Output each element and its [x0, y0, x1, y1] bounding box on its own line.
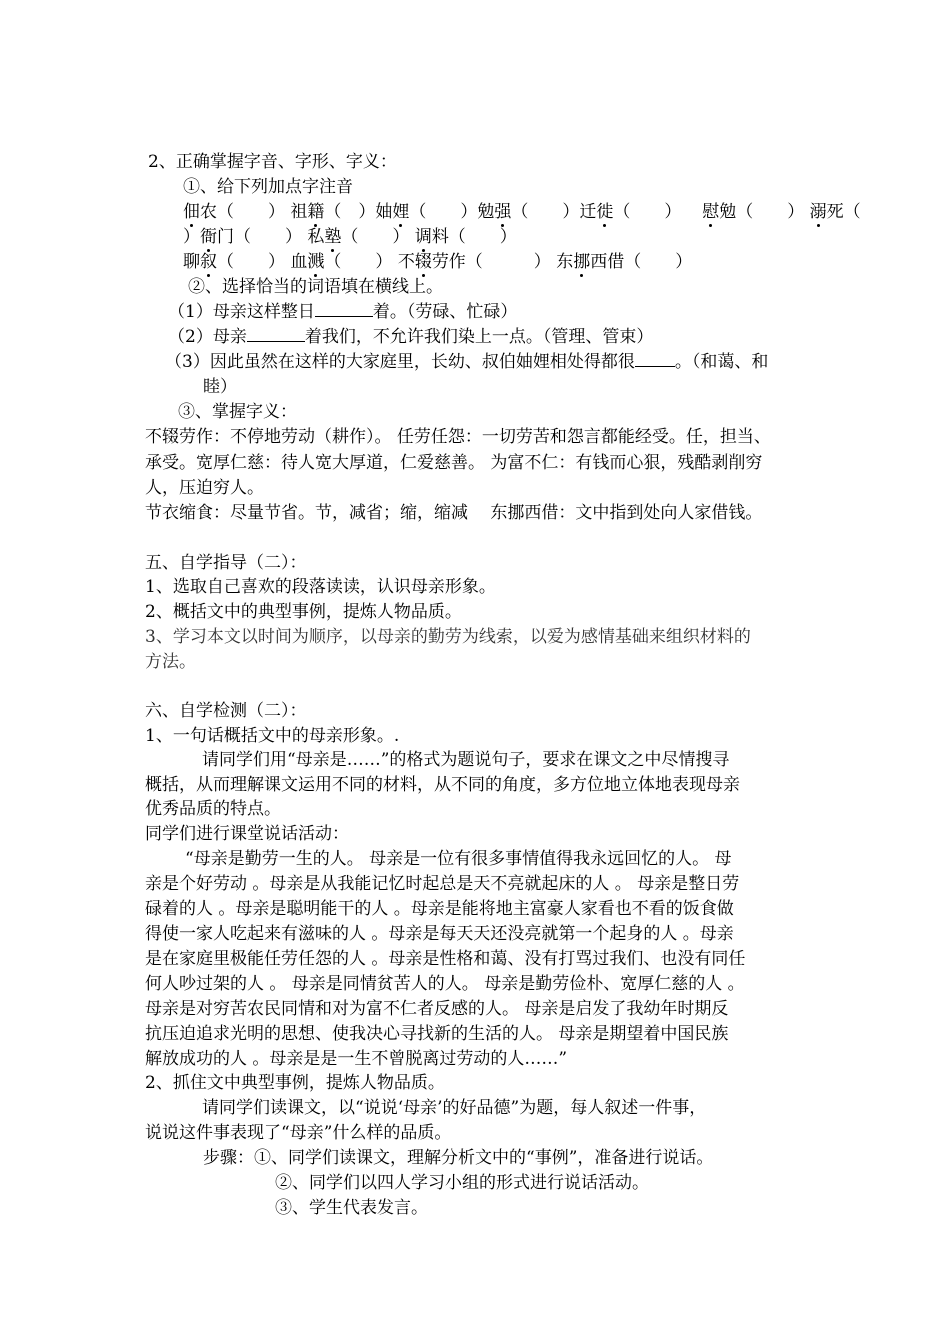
pinyin-item: 溺死（ — [809, 202, 878, 222]
meaning-line: 不辍劳作：不停地劳动（耕作）。 任劳任怨：一切劳苦和怨言都能经受。任，担当、 — [145, 427, 771, 447]
answer-line: 母亲是对穷苦农民同情和对为富不仁者反感的人。 母亲是启发了我幼年时期反 — [145, 999, 729, 1019]
meaning-line: 节衣缩食：尽量节省。节，减省；缩，缩减 东挪西借：文中指到处向人家借钱。 — [145, 503, 763, 523]
answer-line: 得使一家人吃起来有滋味的人 。母亲是每天天还没亮就第一个起身的人 。母亲 — [145, 924, 734, 944]
pinyin-row-1 — [183, 200, 878, 224]
fill-blank — [247, 325, 305, 342]
dotted-char: 佃 — [183, 202, 200, 222]
question-1-instruction: 请同学们用“母亲是……”的格式为题说句子，要求在课文之中尽情搜寻 — [168, 750, 730, 770]
pinyin-item: 聊叙（ ） — [183, 252, 285, 272]
section2-title: 2、正确掌握字音、字形、字义： — [148, 152, 397, 172]
pinyin-item: 祖籍（ ） — [290, 202, 376, 222]
dotted-char: 慰 — [702, 202, 720, 222]
meaning-line: 承受。宽厚仁慈：待人宽大厚道，仁爱慈善。 为富不仁：有钱而心狠，残酷剥削穷 — [145, 453, 763, 473]
meaning-line: 人，压迫穷人。 — [145, 478, 264, 498]
guide-item-3-cont: 方法。 — [145, 652, 196, 672]
dotted-char: 衙 — [200, 227, 217, 247]
fill-question-3: （3）因此虽然在这样的大家庭里，长幼、叔伯妯娌相处得都很 。（和蔼、和 — [165, 352, 769, 372]
question-2-instruction: 请同学们读课文，以“说说‘母亲’的好品德”为题，每人叙述一件事， — [168, 1098, 707, 1118]
guide-item-3: 3、学习本文以时间为顺序，以母亲的勤劳为线索，以爱为感情基础来组织材料的 — [145, 627, 751, 647]
pinyin-item: ）衙门（ ） — [183, 227, 302, 247]
guide-item-1: 1、选取自己喜欢的段落读读，认识母亲形象。 — [145, 577, 496, 597]
pinyin-row-3 — [183, 250, 855, 274]
question-1: 1、一句话概括文中的母亲形象。. — [145, 726, 400, 746]
pinyin-item: 私塾（ ） — [307, 227, 410, 247]
question-2-instruction: 说说这件事表现了“母亲”什么样的品质。 — [145, 1123, 452, 1143]
pinyin-item: 东挪西借（ ） — [556, 252, 693, 272]
pinyin-item: 血溅（ ） — [290, 252, 393, 272]
fill-question-3-cont: 睦） — [203, 377, 237, 397]
pinyin-item: 不辍劳作（ ） — [397, 252, 551, 272]
guide-item-2: 2、概括文中的典型事例，提炼人物品质。 — [145, 602, 462, 622]
dotted-char: 溅 — [307, 252, 325, 272]
sub2-title: ②、选择恰当的词语填在横线上。 — [188, 277, 443, 297]
fill-blank — [635, 350, 675, 367]
step-3: ③、学生代表发言。 — [275, 1198, 428, 1218]
dotted-char: 调 — [414, 227, 432, 247]
pinyin-item: 迁徙（ ） — [579, 202, 682, 222]
dotted-char: 溺 — [809, 202, 827, 222]
pinyin-item: 勉强（ ） — [477, 202, 580, 222]
answer-line: 碌着的人 。母亲是聪明能干的人 。母亲是能将地主富豪人家看也不看的饭食做 — [145, 899, 734, 919]
activity-label: 同学们进行课堂说话活动： — [145, 824, 349, 844]
pinyin-row-2 — [183, 225, 855, 249]
pinyin-item: 调料（ ） — [414, 227, 517, 247]
answer-line: 解放成功的人 。母亲是是一生不曾脱离过劳动的人……” — [145, 1049, 568, 1069]
dotted-char: 娌 — [392, 202, 410, 222]
dotted-char: 徙 — [596, 202, 614, 222]
answer-line: “母亲是勤劳一生的人。 母亲是一位有很多事情值得我永远回忆的人。 母 — [168, 849, 732, 869]
answer-line: 亲是个好劳动 。母亲是从我能记忆时起总是天不亮就起床的人 。 母亲是整日劳 — [145, 874, 740, 894]
step-2: ②、同学们以四人学习小组的形式进行说话活动。 — [275, 1173, 649, 1193]
fill-question-2: （2）母亲 着我们，不允许我们染上一点。（管理、管束） — [168, 327, 654, 347]
fill-question-1: （1）母亲这样整日 着。（劳碌、忙碌） — [168, 302, 518, 322]
pinyin-item: 佃农（ ） — [183, 202, 285, 222]
question-2: 2、抓住文中典型事例，提炼人物品质。 — [145, 1073, 445, 1093]
question-1-instruction: 优秀品质的特点。 — [145, 799, 281, 819]
dotted-char: 辍 — [414, 252, 432, 272]
section5-title: 五、自学指导（二）： — [145, 553, 307, 573]
sub1-title: ①、给下列加点字注音 — [183, 177, 353, 197]
question-1-instruction: 概括，从而理解课文运用不同的材料，从不同的角度，多方位地立体地表现母亲 — [145, 775, 740, 795]
sub3-title: ③、掌握字义： — [178, 402, 297, 422]
fill-blank — [315, 300, 373, 317]
pinyin-item: 慰勉（ ） — [702, 202, 805, 222]
dotted-char: 籍 — [307, 202, 325, 222]
pinyin-item: 妯娌（ ） — [375, 202, 478, 222]
dotted-char: 塾 — [324, 227, 342, 247]
dotted-char: 叙 — [200, 252, 217, 272]
answer-line: 抗压迫追求光明的思想、使我决心寻找新的生活的人。 母亲是期望着中国民族 — [145, 1024, 729, 1044]
dotted-char: 强 — [494, 202, 512, 222]
dotted-char: 挪 — [573, 252, 591, 272]
answer-line: 是在家庭里极能任劳任怨的人 。母亲是性格和蔼、没有打骂过我们、也没有同任 — [145, 949, 746, 969]
section6-title: 六、自学检测（二）： — [145, 701, 307, 721]
answer-line: 何人吵过架的人 。 母亲是同情贫苦人的人。 母亲是勤劳俭朴、宽厚仁慈的人 。 — [145, 974, 745, 994]
step-1: 步骤：①、同学们读课文，理解分析文中的“事例”，准备进行说话。 — [203, 1148, 714, 1168]
